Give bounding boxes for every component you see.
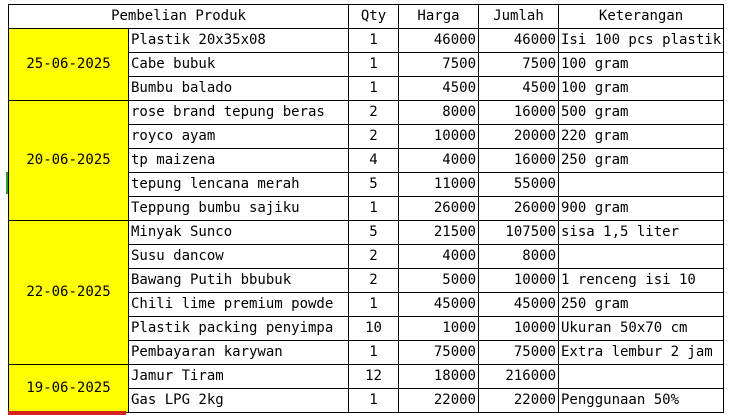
qty-cell[interactable]: 1 — [349, 53, 399, 77]
jumlah-cell[interactable]: 4500 — [479, 77, 559, 101]
harga-cell[interactable]: 21500 — [399, 221, 479, 245]
qty-cell[interactable]: 1 — [349, 29, 399, 53]
harga-cell[interactable]: 4000 — [399, 245, 479, 269]
jumlah-cell[interactable]: 7500 — [479, 53, 559, 77]
harga-cell[interactable]: 75000 — [399, 341, 479, 365]
qty-cell[interactable]: 12 — [349, 365, 399, 389]
product-cell[interactable]: Plastik packing penyimpa — [129, 317, 349, 341]
product-cell[interactable]: Bumbu balado — [129, 77, 349, 101]
product-cell[interactable]: tp maizena — [129, 149, 349, 173]
harga-cell[interactable]: 7500 — [399, 53, 479, 77]
jumlah-cell[interactable]: 107500 — [479, 221, 559, 245]
table-row — [9, 365, 724, 389]
keterangan-cell[interactable] — [559, 365, 724, 389]
qty-cell[interactable]: 2 — [349, 269, 399, 293]
keterangan-cell[interactable]: 1 renceng isi 10 — [559, 269, 724, 293]
date-cell[interactable]: 25-06-2025 — [9, 29, 129, 101]
keterangan-cell[interactable]: 250 gram — [559, 293, 724, 317]
harga-cell[interactable]: 4500 — [399, 77, 479, 101]
qty-cell[interactable]: 1 — [349, 77, 399, 101]
jumlah-cell[interactable]: 8000 — [479, 245, 559, 269]
product-cell[interactable]: Plastik 20x35x08 — [129, 29, 349, 53]
qty-cell[interactable]: 5 — [349, 173, 399, 197]
keterangan-cell[interactable]: sisa 1,5 liter — [559, 221, 724, 245]
qty-cell[interactable]: 1 — [349, 389, 399, 413]
keterangan-cell[interactable]: 100 gram — [559, 77, 724, 101]
harga-cell[interactable]: 4000 — [399, 149, 479, 173]
keterangan-cell[interactable] — [559, 173, 724, 197]
qty-cell[interactable]: 2 — [349, 245, 399, 269]
keterangan-cell[interactable] — [559, 245, 724, 269]
harga-cell[interactable]: 1000 — [399, 317, 479, 341]
harga-cell[interactable]: 26000 — [399, 197, 479, 221]
qty-cell[interactable]: 4 — [349, 149, 399, 173]
keterangan-cell[interactable]: 220 gram — [559, 125, 724, 149]
purchase-table — [8, 4, 724, 413]
row-marker-bottom — [8, 411, 126, 415]
header-keterangan[interactable]: Keterangan — [559, 5, 724, 29]
jumlah-cell[interactable]: 46000 — [479, 29, 559, 53]
header-product[interactable]: Pembelian Produk — [9, 5, 349, 29]
keterangan-cell[interactable]: 100 gram — [559, 53, 724, 77]
table-row — [9, 29, 724, 53]
qty-cell[interactable]: 2 — [349, 101, 399, 125]
qty-cell[interactable]: 1 — [349, 293, 399, 317]
product-cell[interactable]: Chili lime premium powde — [129, 293, 349, 317]
keterangan-cell[interactable]: Extra lembur 2 jam — [559, 341, 724, 365]
product-cell[interactable]: Cabe bubuk — [129, 53, 349, 77]
harga-cell[interactable]: 45000 — [399, 293, 479, 317]
product-cell[interactable]: Gas LPG 2kg — [129, 389, 349, 413]
header-qty[interactable]: Qty — [349, 5, 399, 29]
jumlah-cell[interactable]: 75000 — [479, 341, 559, 365]
table-row — [9, 101, 724, 125]
product-cell[interactable]: Pembayaran karywan — [129, 341, 349, 365]
harga-cell[interactable]: 18000 — [399, 365, 479, 389]
date-cell[interactable]: 19-06-2025 — [9, 365, 129, 413]
table-row — [9, 221, 724, 245]
jumlah-cell[interactable]: 10000 — [479, 317, 559, 341]
keterangan-cell[interactable]: 500 gram — [559, 101, 724, 125]
qty-cell[interactable]: 5 — [349, 221, 399, 245]
keterangan-cell[interactable]: Penggunaan 50% — [559, 389, 724, 413]
keterangan-cell[interactable]: Isi 100 pcs plastik — [559, 29, 724, 53]
harga-cell[interactable]: 5000 — [399, 269, 479, 293]
table-body — [9, 29, 724, 413]
keterangan-cell[interactable]: 250 gram — [559, 149, 724, 173]
product-cell[interactable]: tepung lencana merah — [129, 173, 349, 197]
jumlah-cell[interactable]: 16000 — [479, 149, 559, 173]
product-cell[interactable]: Susu dancow — [129, 245, 349, 269]
jumlah-cell[interactable]: 10000 — [479, 269, 559, 293]
jumlah-cell[interactable]: 16000 — [479, 101, 559, 125]
header-harga[interactable]: Harga — [399, 5, 479, 29]
qty-cell[interactable]: 1 — [349, 341, 399, 365]
date-cell[interactable]: 20-06-2025 — [9, 101, 129, 221]
product-cell[interactable]: Teppung bumbu sajiku — [129, 197, 349, 221]
header-row — [9, 5, 724, 29]
jumlah-cell[interactable]: 26000 — [479, 197, 559, 221]
jumlah-cell[interactable]: 20000 — [479, 125, 559, 149]
product-cell[interactable]: Bawang Putih bbubuk — [129, 269, 349, 293]
qty-cell[interactable]: 2 — [349, 125, 399, 149]
keterangan-cell[interactable]: Ukuran 50x70 cm — [559, 317, 724, 341]
product-cell[interactable]: Minyak Sunco — [129, 221, 349, 245]
qty-cell[interactable]: 1 — [349, 197, 399, 221]
harga-cell[interactable]: 8000 — [399, 101, 479, 125]
product-cell[interactable]: rose brand tepung beras — [129, 101, 349, 125]
jumlah-cell[interactable]: 216000 — [479, 365, 559, 389]
jumlah-cell[interactable]: 55000 — [479, 173, 559, 197]
harga-cell[interactable]: 22000 — [399, 389, 479, 413]
jumlah-cell[interactable]: 45000 — [479, 293, 559, 317]
product-cell[interactable]: Jamur Tiram — [129, 365, 349, 389]
harga-cell[interactable]: 46000 — [399, 29, 479, 53]
keterangan-cell[interactable]: 900 gram — [559, 197, 724, 221]
harga-cell[interactable]: 11000 — [399, 173, 479, 197]
header-jumlah[interactable]: Jumlah — [479, 5, 559, 29]
jumlah-cell[interactable]: 22000 — [479, 389, 559, 413]
date-cell[interactable]: 22-06-2025 — [9, 221, 129, 365]
qty-cell[interactable]: 10 — [349, 317, 399, 341]
harga-cell[interactable]: 10000 — [399, 125, 479, 149]
product-cell[interactable]: royco ayam — [129, 125, 349, 149]
